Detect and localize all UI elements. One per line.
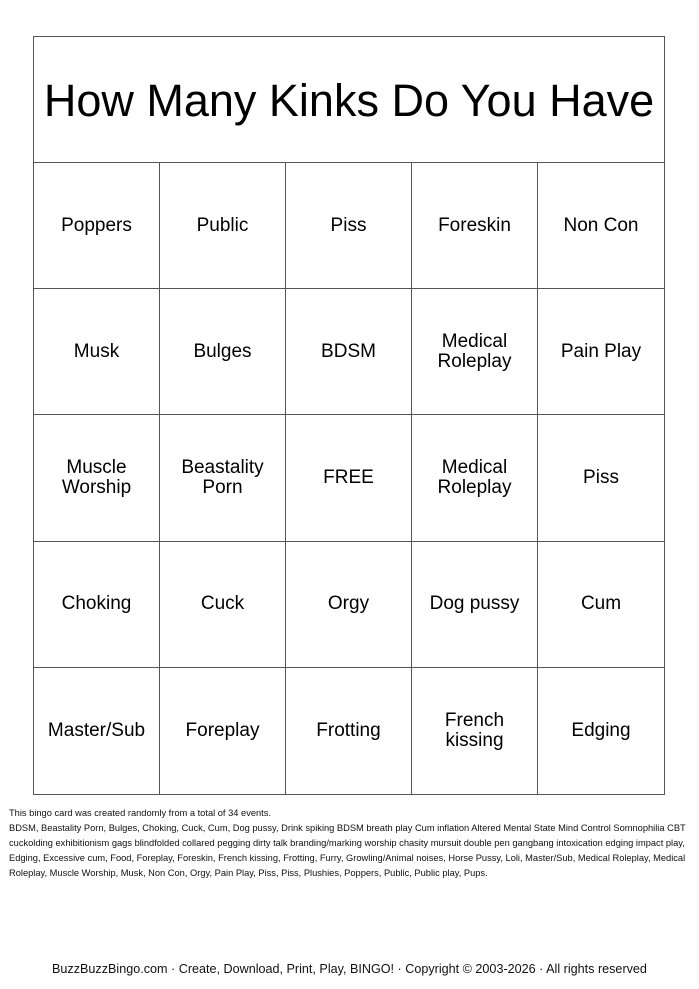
- bingo-cell: Foreskin: [412, 163, 538, 289]
- bingo-grid: [34, 163, 664, 794]
- bingo-cell: Edging: [571, 719, 631, 741]
- bingo-cell: Pain Play: [538, 289, 664, 415]
- bingo-cell: Cum: [538, 542, 664, 668]
- card-info: [9, 806, 693, 881]
- bingo-cell: Medical Roleplay: [412, 289, 538, 415]
- bingo-cell: Piss: [538, 415, 664, 541]
- card-title: How Many Kinks Do You Have: [43, 75, 655, 126]
- event-summary: This bingo card was created randomly from a total of 34 events.: [9, 808, 271, 818]
- bingo-cell: Foreplay: [160, 668, 286, 794]
- bingo-cell: Choking: [34, 542, 160, 668]
- title-row: [34, 37, 664, 163]
- bingo-cell: Cuck: [160, 542, 286, 668]
- copyright-footer: BuzzBuzzBingo.com · Create, Download, Print, Play, BINGO! · Copyright © 2003-2026 · All rights reserved: [52, 962, 647, 976]
- bingo-cell: French kissing: [412, 668, 538, 794]
- bingo-cell: Bulges: [160, 289, 286, 415]
- bingo-cell: Public: [160, 163, 286, 289]
- free-space-cell: FREE: [286, 415, 412, 541]
- bingo-cell: Poppers: [34, 163, 160, 289]
- bingo-cell: Beastality Porn: [160, 415, 286, 541]
- bingo-cell: Orgy: [286, 542, 412, 668]
- bingo-cell: Frotting: [286, 668, 412, 794]
- bingo-cell: Muscle Worship: [34, 415, 160, 541]
- bingo-cell: Non Con: [538, 163, 664, 289]
- bingo-cell: Musk: [34, 289, 160, 415]
- event-list: BDSM, Beastality Porn, Bulges, Choking, Cuck, Cum, Dog pussy, Drink spiking BDSM breath play Cum inflation Altered Mental State Mind Control Somnophilia CBT cuckolding exhibitionism gags blindfolded collared pegging dirty talk branding/marking worship chasity mursuit double pen gangbang intoxication edging impact play, Edging, Excessive cum, Food, Foreplay, Foreskin, French kissing, Frotting, Furry, Growling/Animal noises, Horse Pussy, Loli, Master/Sub, Medical Roleplay, Medical Roleplay, Muscle Worship, Musk, Non Con, Orgy, Pain Play, Piss, Piss, Plushies, Poppers, Public, Public play, Pups.: [9, 823, 686, 878]
- bingo-cell: Piss: [286, 163, 412, 289]
- bingo-cell: BDSM: [286, 289, 412, 415]
- bingo-cell: Dog pussy: [412, 542, 538, 668]
- bingo-cell: Master/Sub: [34, 668, 160, 794]
- bingo-cell: Medical Roleplay: [412, 415, 538, 541]
- bingo-card: [33, 36, 665, 795]
